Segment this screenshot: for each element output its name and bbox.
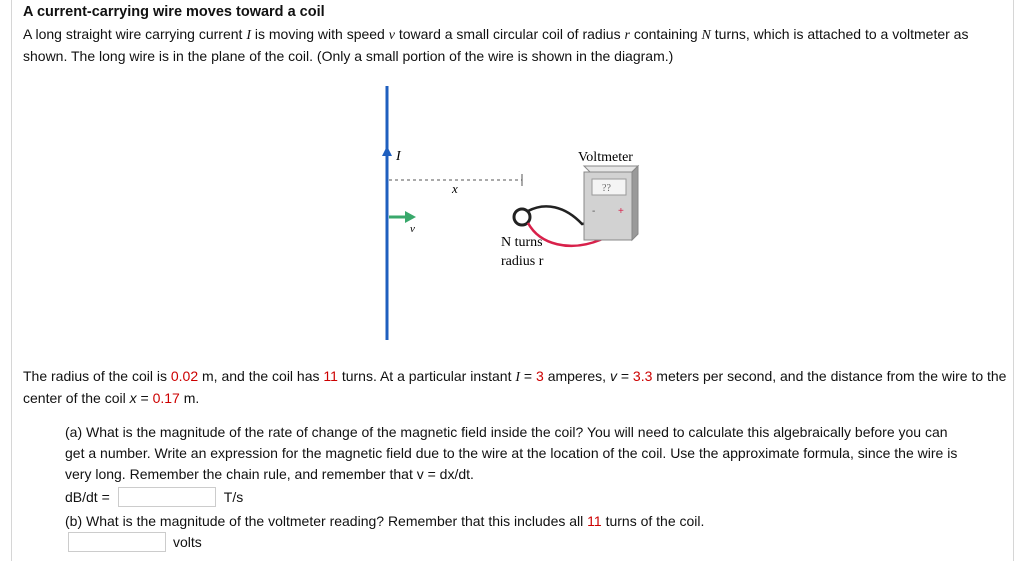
label-radius: radius r — [501, 254, 544, 269]
problem-title: A current-carrying wire moves toward a coil — [23, 4, 325, 20]
value-speed: 3.3 — [632, 368, 653, 384]
voltmeter-input[interactable] — [68, 532, 166, 552]
label-current: I — [396, 149, 401, 164]
value-radius: 0.02 — [170, 368, 199, 384]
coil — [514, 209, 530, 225]
label-x: x — [452, 181, 458, 196]
current-arrow-icon — [382, 146, 392, 156]
voltmeter-reading: ?? — [602, 183, 611, 194]
value-turns: 11 — [323, 368, 338, 384]
part-a-unit: T/s — [223, 489, 244, 505]
terminal-minus: - — [592, 206, 596, 217]
label-v: v — [410, 223, 415, 235]
label-voltmeter: Voltmeter — [578, 150, 633, 165]
wire-coil-diagram — [370, 80, 670, 345]
problem-intro: A long straight wire carrying current I is moving with speed v toward a small circular coil of radius r containing N turns, which is attached to a voltmeter as shown. The long wire is in the plane of the coil. (Only a small portion of the wire is shown in the diagram.) — [23, 26, 969, 64]
part-b-question: (b) What is the magnitude of the voltmeter reading? Remember that this includes all 11 turns of the coil. — [65, 513, 705, 529]
value-current: 3 — [536, 368, 544, 384]
label-nturns: N turns — [501, 235, 543, 250]
terminal-plus: + — [618, 206, 624, 217]
given-values: The radius of the coil is 0.02 m, and the coil has 11 turns. At a particular instant I = 3 amperes, v = 3.3 meters per second, and the distance from the wire to the center of the coil x = 0.17 m. — [23, 368, 1007, 406]
part-a-label: dB/dt = — [65, 489, 110, 505]
dbdt-input[interactable] — [118, 487, 216, 507]
part-a-answer-row — [65, 486, 243, 508]
part-a-question: (a) What is the magnitude of the rate of change of the magnetic field inside the coil? You will need to calculate this algebraically before you can get a number. Write an expression for the magnetic field due to the wire at the location of the coil. Use the approximate formula, since the wire is very long. Remember the chain rule, and remember that v = dx/dt. — [65, 424, 958, 482]
velocity-arrow-icon — [405, 211, 416, 223]
part-b-answer-row — [68, 532, 202, 552]
voltmeter-side — [632, 166, 638, 240]
part-b-turns: 11 — [587, 513, 602, 529]
part-b-unit: volts — [173, 534, 202, 550]
voltmeter-top — [584, 166, 638, 172]
value-distance: 0.17 — [152, 390, 180, 406]
